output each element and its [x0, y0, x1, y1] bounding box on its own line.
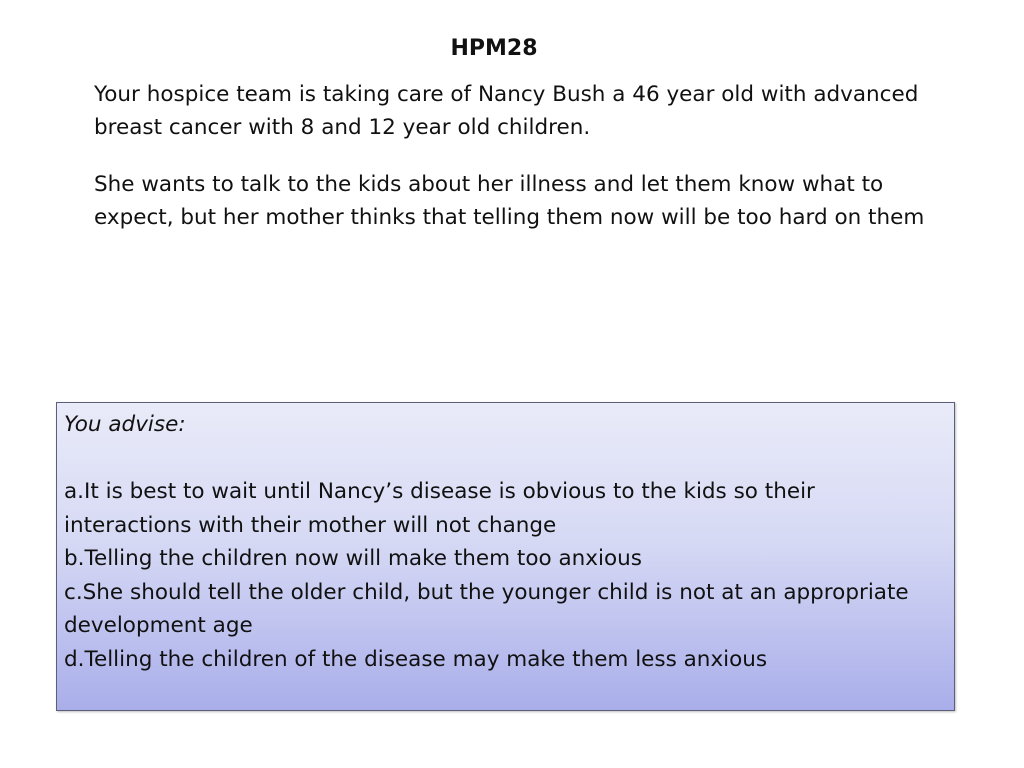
answer-option-c: c.She should tell the older child, but the younger child is not at an appropriate development age	[64, 579, 909, 638]
advise-box	[56, 402, 955, 711]
scenario-paragraph-2: She wants to talk to the kids about her illness and let them know what to expect, but her mother thinks that telling them now will be too hard on them	[94, 172, 925, 230]
advise-prompt: You advise:	[64, 412, 186, 437]
answer-options-list	[64, 475, 944, 676]
slide-title: HPM28	[450, 36, 538, 61]
answer-option-d: d.Telling the children of the disease may make them less anxious	[64, 646, 768, 672]
answer-option-a: a.It is best to wait until Nancy’s disease is obvious to the kids so their interactions with their mother will not change	[64, 479, 815, 538]
scenario-paragraph-1: Your hospice team is taking care of Nancy Bush a 46 year old with advanced breast cancer with 8 and 12 year old children.	[94, 82, 919, 140]
answer-option-b: b.Telling the children now will make them too anxious	[64, 546, 642, 571]
